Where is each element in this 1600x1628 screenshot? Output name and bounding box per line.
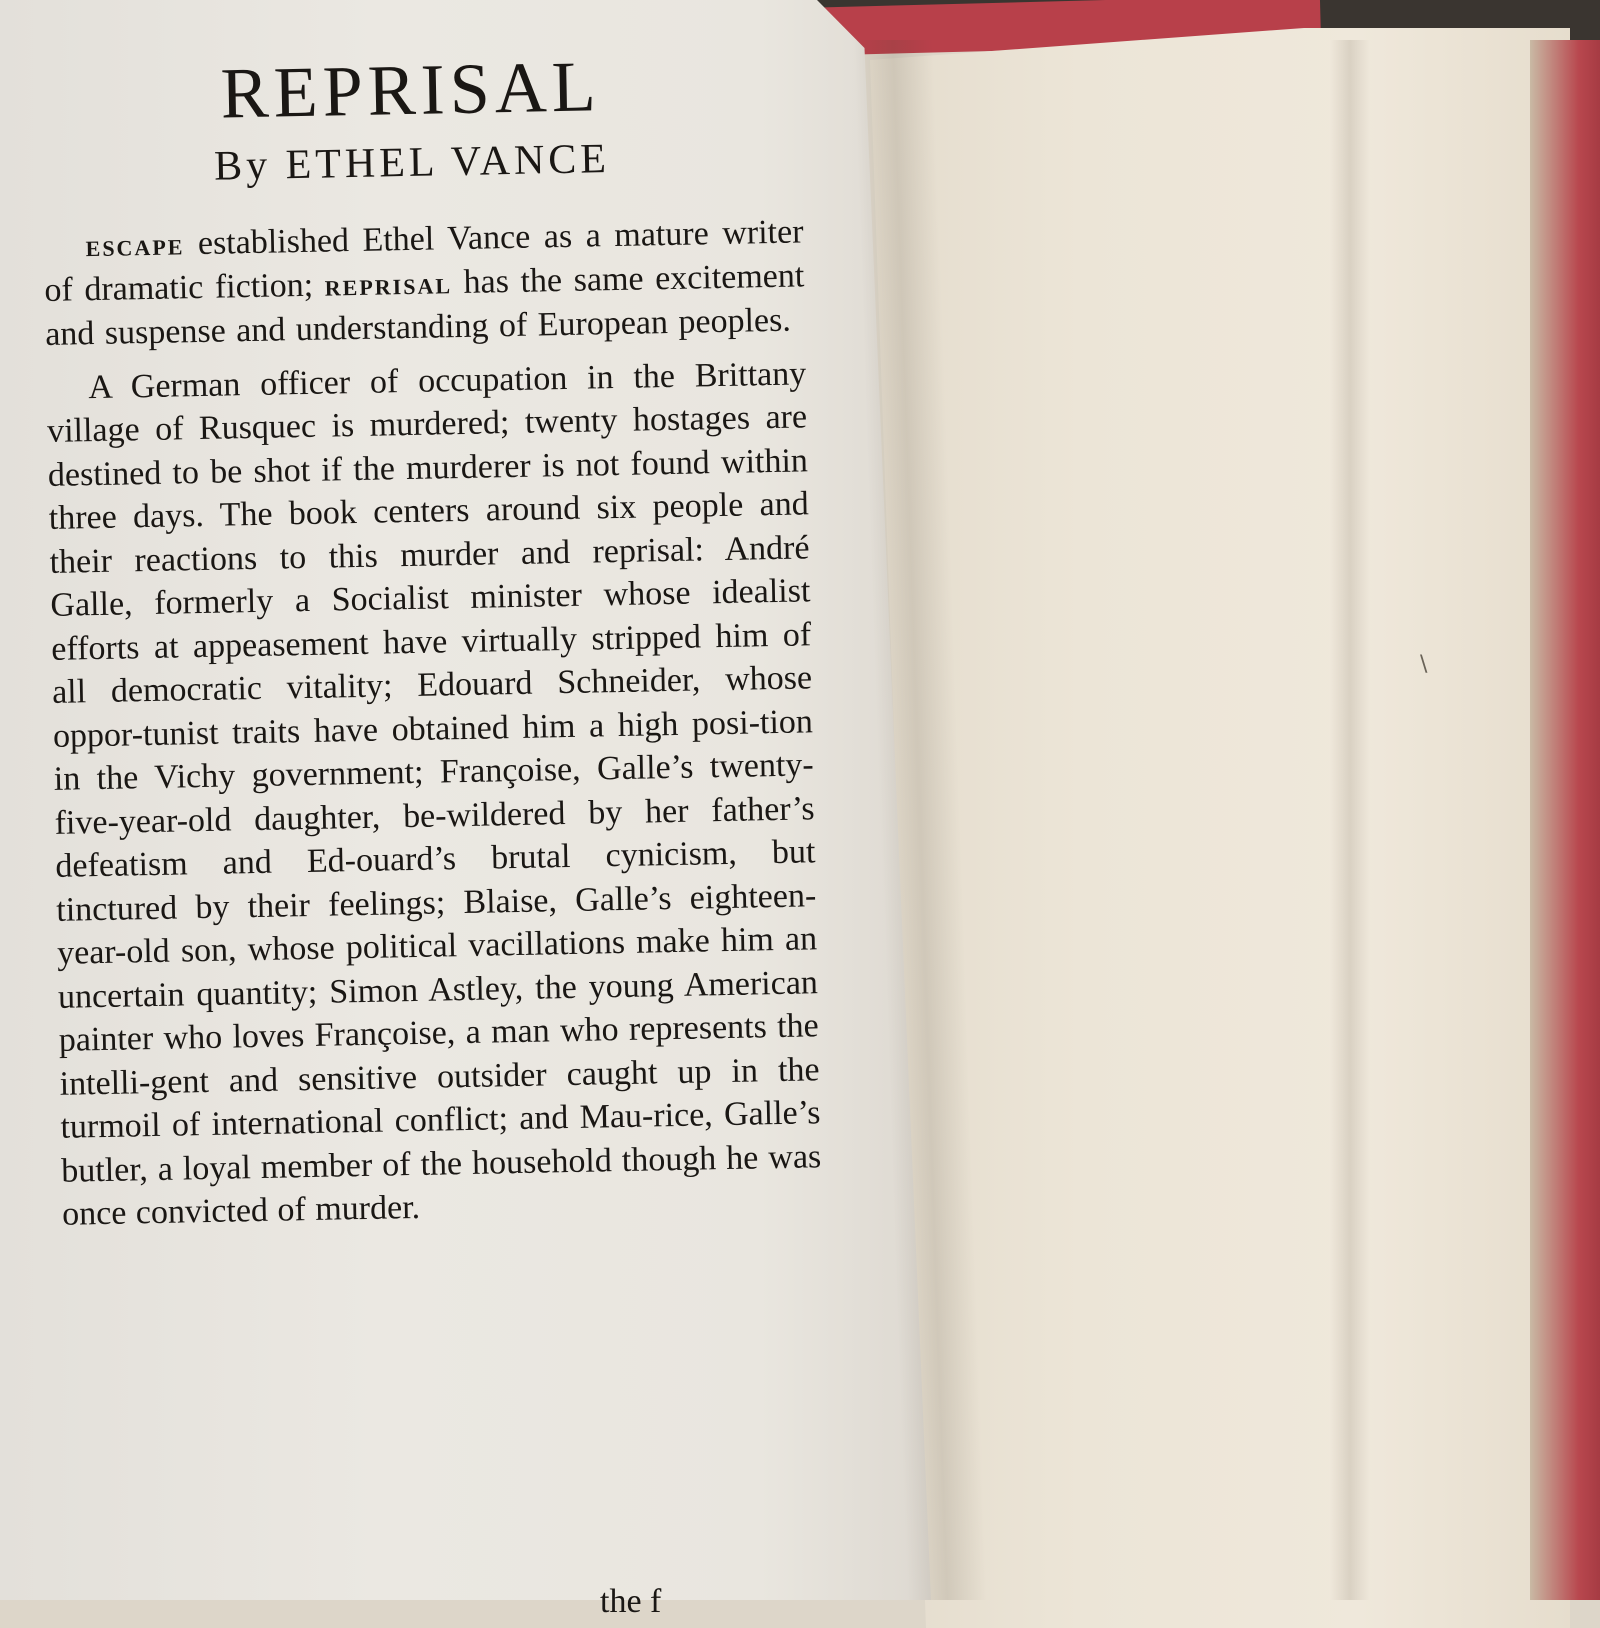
escape-title: ESCAPE bbox=[85, 233, 185, 261]
red-book-spine bbox=[1530, 40, 1600, 1600]
flap-text bbox=[40, 45, 822, 1236]
intro-paragraph bbox=[43, 211, 805, 355]
cut-off-line: the f bbox=[600, 1583, 662, 1620]
synopsis-paragraph: A German officer of occupation in the Brittany village of Rusquec is murdered; twenty hostages are destined to be shot if the murderer is not found within three days. The book centers around six people and their reactions to this murder and reprisal: André Galle, formerly a Socialist minister whose idealist efforts at appeasement have virtually stripped him of all democratic vitality; Edouard Schneider, whose oppor-tunist traits have obtained him a high posi-tion in the Vichy government; Françoise, Galle’s twenty-five-year-old daughter, be-wildered by her father’s defeatism and Ed-ouard’s brutal cynicism, but tinctured by their feelings; Blaise, Galle’s eighteen-year-old son, whose political vacillations make him an uncertain quantity; Simon Astley, the young American painter who loves Françoise, a man who represents the intelli-gent and sensitive outsider caught up in the turmoil of international conflict; and Mau-rice, Galle’s butler, a loyal member of the household though he was once convicted of murder. bbox=[46, 354, 822, 1233]
intro-text-a: established Ethel Vance as a mature writer of dramatic fiction; bbox=[44, 212, 804, 309]
book-title: REPRISAL bbox=[219, 46, 602, 134]
intro-text-b: has the same excitement and suspense and understanding of European peoples. bbox=[44, 256, 805, 353]
endpaper-mark: \ bbox=[1420, 652, 1428, 677]
book-byline: By ETHEL VANCE bbox=[213, 135, 611, 190]
reprisal-inline-title: REPRISAL bbox=[324, 272, 453, 301]
endpaper-fold bbox=[1330, 40, 1370, 1600]
